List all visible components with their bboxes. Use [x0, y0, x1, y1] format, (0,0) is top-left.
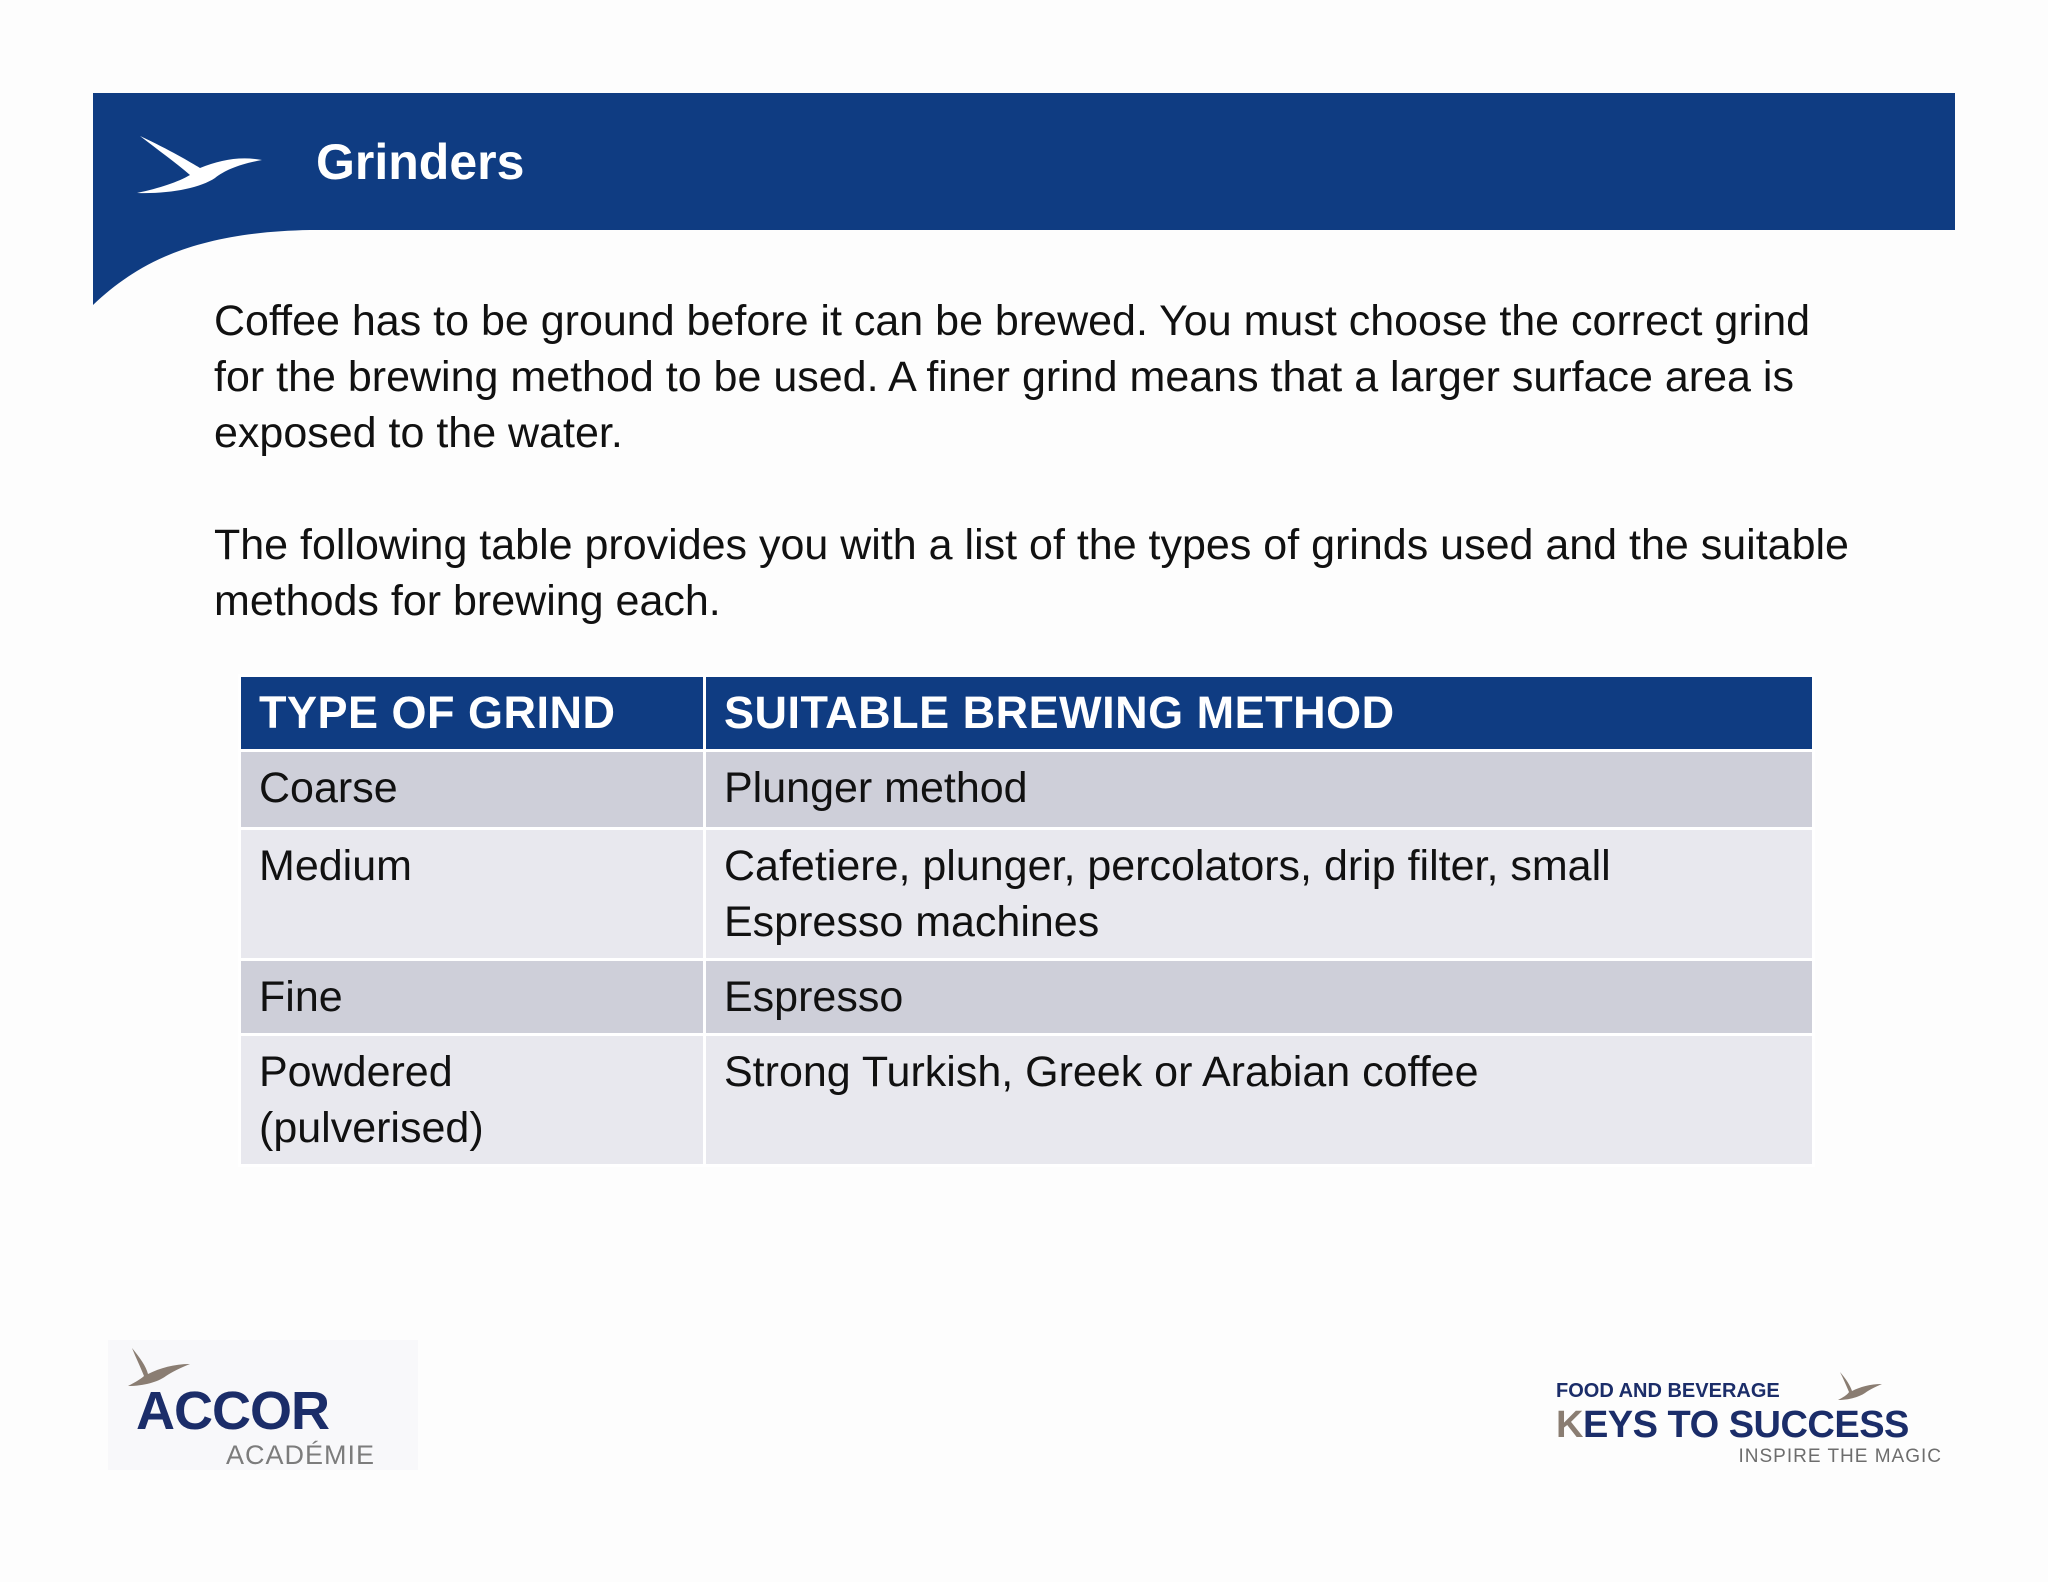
slide-title: Grinders [316, 134, 525, 190]
grind-cell: Fine [240, 960, 705, 1035]
intro-paragraph: Coffee has to be ground before it can be brewed. You must choose the correct grind for the brewing method to be used. A finer grind means that a larger surface area is exposed to the water. [214, 297, 1811, 457]
method-cell: Cafetiere, plunger, percolators, drip filter, small Espresso machines [705, 829, 1814, 960]
kts-wordmark-k: K [1556, 1404, 1583, 1446]
kts-wordmark-rest: EYS TO SUCCESS [1582, 1404, 1909, 1446]
table-row [240, 1035, 1814, 1166]
table-header-row [240, 676, 1814, 751]
table-row [240, 829, 1814, 960]
kts-top-line: FOOD AND BEVERAGE [1556, 1380, 1780, 1402]
grind-cell: Medium [240, 829, 705, 960]
kts-tagline: INSPIRE THE MAGIC [1738, 1446, 1942, 1467]
bird-icon [1832, 1370, 1896, 1402]
column-header-method: SUITABLE BREWING METHOD [705, 676, 1814, 751]
table-row [240, 960, 1814, 1035]
kts-wordmark [1556, 1404, 1909, 1447]
table-row [240, 751, 1814, 829]
column-header-grind: TYPE OF GRIND [240, 676, 705, 751]
method-cell: Espresso [705, 960, 1814, 1035]
accor-academie-logo [108, 1340, 418, 1470]
table-intro-paragraph: The following table provides you with a list of the types of grinds used and the suitable methods for brewing each. [214, 521, 1849, 625]
grind-cell: Powdered (pulverised) [240, 1035, 705, 1166]
academie-wordmark: ACADÉMIE [226, 1440, 376, 1470]
keys-to-success-logo [1552, 1370, 1952, 1470]
method-cell: Strong Turkish, Greek or Arabian coffee [705, 1035, 1814, 1166]
method-cell: Plunger method [705, 751, 1814, 829]
grind-table [238, 674, 1815, 1167]
accor-wordmark: ACCOR [136, 1381, 329, 1441]
grind-cell: Coarse [240, 751, 705, 829]
title-banner [0, 0, 2048, 330]
